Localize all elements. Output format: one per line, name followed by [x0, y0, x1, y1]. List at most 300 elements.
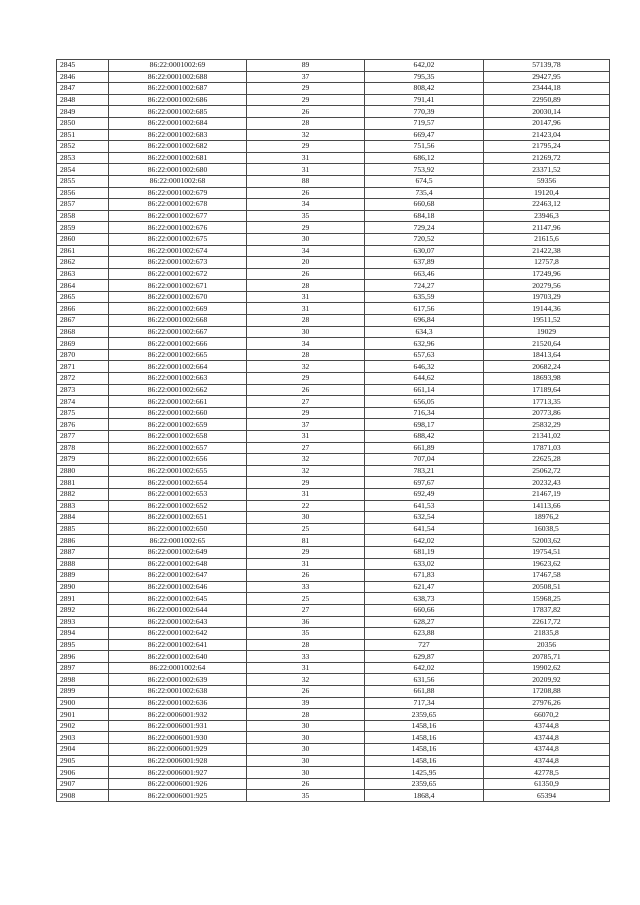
amount-cell: 22950,89: [484, 94, 610, 106]
amount-cell: 23444,18: [484, 83, 610, 95]
quantity-cell: 32: [247, 465, 365, 477]
amount-cell: 22625,28: [484, 454, 610, 466]
table-row: [57, 187, 610, 199]
row-number-cell: 2854: [57, 164, 109, 176]
cadastral-number-cell: 86:22:0001002:675: [109, 233, 247, 245]
cadastral-number-cell: 86:22:0006001:930: [109, 732, 247, 744]
table-row: [57, 488, 610, 500]
row-number-cell: 2880: [57, 465, 109, 477]
amount-cell: 23946,3: [484, 210, 610, 222]
table-row: [57, 767, 610, 779]
cadastral-number-cell: 86:22:0001002:669: [109, 303, 247, 315]
rate-cell: 720,52: [365, 233, 484, 245]
cadastral-number-cell: 86:22:0006001:931: [109, 720, 247, 732]
table-row: [57, 465, 610, 477]
cadastral-number-cell: 86:22:0006001:929: [109, 744, 247, 756]
quantity-cell: 30: [247, 512, 365, 524]
cadastral-number-cell: 86:22:0001002:679: [109, 187, 247, 199]
rate-cell: 719,57: [365, 117, 484, 129]
quantity-cell: 26: [247, 686, 365, 698]
cadastral-number-cell: 86:22:0001002:643: [109, 616, 247, 628]
rate-cell: 729,24: [365, 222, 484, 234]
table-row: [57, 720, 610, 732]
quantity-cell: 28: [247, 117, 365, 129]
row-number-cell: 2866: [57, 303, 109, 315]
amount-cell: 20785,71: [484, 651, 610, 663]
rate-cell: 642,02: [365, 662, 484, 674]
row-number-cell: 2904: [57, 744, 109, 756]
rate-cell: 641,53: [365, 500, 484, 512]
rate-cell: 716,34: [365, 407, 484, 419]
amount-cell: 59356: [484, 175, 610, 187]
table-row: [57, 199, 610, 211]
cadastral-number-cell: 86:22:0001002:646: [109, 581, 247, 593]
quantity-cell: 32: [247, 674, 365, 686]
cadastral-number-cell: 86:22:0001002:672: [109, 268, 247, 280]
row-number-cell: 2875: [57, 407, 109, 419]
cadastral-number-cell: 86:22:0001002:657: [109, 442, 247, 454]
quantity-cell: 37: [247, 71, 365, 83]
amount-cell: 21423,04: [484, 129, 610, 141]
rate-cell: 663,46: [365, 268, 484, 280]
row-number-cell: 2888: [57, 558, 109, 570]
table-row: [57, 83, 610, 95]
amount-cell: 43744,8: [484, 732, 610, 744]
quantity-cell: 27: [247, 396, 365, 408]
amount-cell: 20209,92: [484, 674, 610, 686]
amount-cell: 20356: [484, 639, 610, 651]
quantity-cell: 32: [247, 129, 365, 141]
table-row: [57, 210, 610, 222]
quantity-cell: 35: [247, 628, 365, 640]
rate-cell: 808,42: [365, 83, 484, 95]
row-number-cell: 2864: [57, 280, 109, 292]
quantity-cell: 28: [247, 315, 365, 327]
rate-cell: 623,88: [365, 628, 484, 640]
amount-cell: 17189,64: [484, 384, 610, 396]
row-number-cell: 2897: [57, 662, 109, 674]
rate-cell: 717,34: [365, 697, 484, 709]
table-row: [57, 593, 610, 605]
rate-cell: 1458,16: [365, 755, 484, 767]
table-row: [57, 222, 610, 234]
row-number-cell: 2886: [57, 535, 109, 547]
table-row: [57, 407, 610, 419]
row-number-cell: 2874: [57, 396, 109, 408]
rate-cell: 770,39: [365, 106, 484, 118]
quantity-cell: 36: [247, 616, 365, 628]
table-row: [57, 558, 610, 570]
row-number-cell: 2850: [57, 117, 109, 129]
amount-cell: 21341,02: [484, 431, 610, 443]
table-row: [57, 535, 610, 547]
row-number-cell: 2846: [57, 71, 109, 83]
quantity-cell: 28: [247, 280, 365, 292]
amount-cell: 20147,96: [484, 117, 610, 129]
cadastral-number-cell: 86:22:0001002:647: [109, 570, 247, 582]
table-row: [57, 141, 610, 153]
table-row: [57, 175, 610, 187]
rate-cell: 707,04: [365, 454, 484, 466]
quantity-cell: 27: [247, 442, 365, 454]
amount-cell: 21520,64: [484, 338, 610, 350]
row-number-cell: 2847: [57, 83, 109, 95]
row-number-cell: 2879: [57, 454, 109, 466]
amount-cell: 25832,29: [484, 419, 610, 431]
table-row: [57, 303, 610, 315]
row-number-cell: 2853: [57, 152, 109, 164]
cadastral-number-cell: 86:22:0001002:667: [109, 326, 247, 338]
amount-cell: 16038,5: [484, 523, 610, 535]
rate-cell: 671,83: [365, 570, 484, 582]
quantity-cell: 28: [247, 639, 365, 651]
table-row: [57, 778, 610, 790]
rate-cell: 630,07: [365, 245, 484, 257]
table-row: [57, 326, 610, 338]
row-number-cell: 2887: [57, 546, 109, 558]
table-row: [57, 442, 610, 454]
row-number-cell: 2852: [57, 141, 109, 153]
amount-cell: 14113,66: [484, 500, 610, 512]
amount-cell: 20508,51: [484, 581, 610, 593]
amount-cell: 61350,9: [484, 778, 610, 790]
cadastral-number-cell: 86:22:0001002:684: [109, 117, 247, 129]
table-row: [57, 662, 610, 674]
table-row: [57, 291, 610, 303]
quantity-cell: 88: [247, 175, 365, 187]
table-row: [57, 117, 610, 129]
table-row: [57, 674, 610, 686]
amount-cell: 52003,62: [484, 535, 610, 547]
rate-cell: 642,02: [365, 535, 484, 547]
quantity-cell: 29: [247, 94, 365, 106]
quantity-cell: 30: [247, 720, 365, 732]
table-row: [57, 396, 610, 408]
cadastral-number-cell: 86:22:0001002:655: [109, 465, 247, 477]
amount-cell: 25062,72: [484, 465, 610, 477]
cadastral-number-cell: 86:22:0001002:663: [109, 373, 247, 385]
row-number-cell: 2855: [57, 175, 109, 187]
row-number-cell: 2891: [57, 593, 109, 605]
row-number-cell: 2885: [57, 523, 109, 535]
row-number-cell: 2859: [57, 222, 109, 234]
quantity-cell: 25: [247, 593, 365, 605]
table-row: [57, 697, 610, 709]
rate-cell: 1458,16: [365, 720, 484, 732]
cadastral-number-cell: 86:22:0001002:656: [109, 454, 247, 466]
rate-cell: 669,47: [365, 129, 484, 141]
amount-cell: 19144,36: [484, 303, 610, 315]
row-number-cell: 2905: [57, 755, 109, 767]
table-row: [57, 686, 610, 698]
cadastral-number-cell: 86:22:0001002:664: [109, 361, 247, 373]
amount-cell: 65394: [484, 790, 610, 802]
table-row: [57, 616, 610, 628]
rate-cell: 634,3: [365, 326, 484, 338]
rate-cell: 646,32: [365, 361, 484, 373]
quantity-cell: 25: [247, 523, 365, 535]
row-number-cell: 2849: [57, 106, 109, 118]
row-number-cell: 2871: [57, 361, 109, 373]
cadastral-number-cell: 86:22:0001002:660: [109, 407, 247, 419]
row-number-cell: 2873: [57, 384, 109, 396]
rate-cell: 642,02: [365, 60, 484, 72]
amount-cell: 20773,86: [484, 407, 610, 419]
rate-cell: 638,73: [365, 593, 484, 605]
rate-cell: 621,47: [365, 581, 484, 593]
amount-cell: 15968,25: [484, 593, 610, 605]
table-row: [57, 94, 610, 106]
quantity-cell: 34: [247, 199, 365, 211]
row-number-cell: 2851: [57, 129, 109, 141]
amount-cell: 21147,96: [484, 222, 610, 234]
row-number-cell: 2884: [57, 512, 109, 524]
quantity-cell: 22: [247, 500, 365, 512]
quantity-cell: 29: [247, 222, 365, 234]
quantity-cell: 30: [247, 767, 365, 779]
quantity-cell: 31: [247, 558, 365, 570]
quantity-cell: 26: [247, 106, 365, 118]
quantity-cell: 28: [247, 709, 365, 721]
table-row: [57, 245, 610, 257]
quantity-cell: 26: [247, 268, 365, 280]
amount-cell: 43744,8: [484, 720, 610, 732]
amount-cell: 19511,52: [484, 315, 610, 327]
cadastral-number-cell: 86:22:0001002:636: [109, 697, 247, 709]
cadastral-number-cell: 86:22:0001002:650: [109, 523, 247, 535]
row-number-cell: 2861: [57, 245, 109, 257]
amount-cell: 42778,5: [484, 767, 610, 779]
quantity-cell: 29: [247, 373, 365, 385]
row-number-cell: 2895: [57, 639, 109, 651]
row-number-cell: 2890: [57, 581, 109, 593]
amount-cell: 20030,14: [484, 106, 610, 118]
row-number-cell: 2857: [57, 199, 109, 211]
table-row: [57, 500, 610, 512]
row-number-cell: 2862: [57, 257, 109, 269]
cadastral-number-cell: 86:22:0001002:644: [109, 604, 247, 616]
amount-cell: 27976,26: [484, 697, 610, 709]
table-row: [57, 373, 610, 385]
quantity-cell: 30: [247, 732, 365, 744]
amount-cell: 19029: [484, 326, 610, 338]
row-number-cell: 2889: [57, 570, 109, 582]
cadastral-number-cell: 86:22:0001002:69: [109, 60, 247, 72]
quantity-cell: 29: [247, 407, 365, 419]
amount-cell: 17871,03: [484, 442, 610, 454]
amount-cell: 21615,6: [484, 233, 610, 245]
row-number-cell: 2883: [57, 500, 109, 512]
quantity-cell: 29: [247, 477, 365, 489]
row-number-cell: 2898: [57, 674, 109, 686]
amount-cell: 19902,62: [484, 662, 610, 674]
quantity-cell: 31: [247, 291, 365, 303]
amount-cell: 66070,2: [484, 709, 610, 721]
quantity-cell: 34: [247, 338, 365, 350]
rate-cell: 783,21: [365, 465, 484, 477]
table-row: [57, 709, 610, 721]
row-number-cell: 2900: [57, 697, 109, 709]
rate-cell: 660,66: [365, 604, 484, 616]
cadastral-number-cell: 86:22:0006001:932: [109, 709, 247, 721]
table-row: [57, 546, 610, 558]
amount-cell: 43744,8: [484, 744, 610, 756]
rate-cell: 735,4: [365, 187, 484, 199]
rate-cell: 697,67: [365, 477, 484, 489]
row-number-cell: 2876: [57, 419, 109, 431]
cadastral-number-cell: 86:22:0001002:666: [109, 338, 247, 350]
cadastral-number-cell: 86:22:0001002:682: [109, 141, 247, 153]
table-row: [57, 257, 610, 269]
row-number-cell: 2906: [57, 767, 109, 779]
table-row: [57, 639, 610, 651]
quantity-cell: 31: [247, 662, 365, 674]
row-number-cell: 2878: [57, 442, 109, 454]
cadastral-number-cell: 86:22:0006001:928: [109, 755, 247, 767]
quantity-cell: 30: [247, 744, 365, 756]
row-number-cell: 2899: [57, 686, 109, 698]
rate-cell: 641,54: [365, 523, 484, 535]
rate-cell: 656,05: [365, 396, 484, 408]
amount-cell: 20279,56: [484, 280, 610, 292]
rate-cell: 1868,4: [365, 790, 484, 802]
table-row: [57, 755, 610, 767]
row-number-cell: 2867: [57, 315, 109, 327]
amount-cell: 23371,52: [484, 164, 610, 176]
row-number-cell: 2860: [57, 233, 109, 245]
amount-cell: 21422,38: [484, 245, 610, 257]
amount-cell: 19754,51: [484, 546, 610, 558]
row-number-cell: 2865: [57, 291, 109, 303]
row-number-cell: 2877: [57, 431, 109, 443]
cadastral-number-cell: 86:22:0006001:926: [109, 778, 247, 790]
rate-cell: 696,84: [365, 315, 484, 327]
row-number-cell: 2882: [57, 488, 109, 500]
amount-cell: 18976,2: [484, 512, 610, 524]
cadastral-number-cell: 86:22:0001002:65: [109, 535, 247, 547]
amount-cell: 17837,82: [484, 604, 610, 616]
amount-cell: 57139,78: [484, 60, 610, 72]
table-row: [57, 349, 610, 361]
quantity-cell: 39: [247, 697, 365, 709]
row-number-cell: 2896: [57, 651, 109, 663]
cadastral-number-cell: 86:22:0001002:673: [109, 257, 247, 269]
cadastral-number-cell: 86:22:0001002:683: [109, 129, 247, 141]
cadastral-number-cell: 86:22:0001002:687: [109, 83, 247, 95]
cadastral-number-cell: 86:22:0001002:68: [109, 175, 247, 187]
cadastral-number-cell: 86:22:0001002:658: [109, 431, 247, 443]
cadastral-number-cell: 86:22:0001002:671: [109, 280, 247, 292]
amount-cell: 19703,29: [484, 291, 610, 303]
rate-cell: 661,88: [365, 686, 484, 698]
table-row: [57, 628, 610, 640]
amount-cell: 20232,43: [484, 477, 610, 489]
rate-cell: 684,18: [365, 210, 484, 222]
table-body: [57, 60, 610, 802]
row-number-cell: 2856: [57, 187, 109, 199]
quantity-cell: 30: [247, 326, 365, 338]
quantity-cell: 30: [247, 233, 365, 245]
table-row: [57, 384, 610, 396]
amount-cell: 21835,8: [484, 628, 610, 640]
cadastral-number-cell: 86:22:0001002:649: [109, 546, 247, 558]
table-row: [57, 71, 610, 83]
cadastral-number-cell: 86:22:0001002:640: [109, 651, 247, 663]
quantity-cell: 26: [247, 187, 365, 199]
rate-cell: 753,92: [365, 164, 484, 176]
rate-cell: 692,49: [365, 488, 484, 500]
row-number-cell: 2869: [57, 338, 109, 350]
quantity-cell: 30: [247, 755, 365, 767]
rate-cell: 632,54: [365, 512, 484, 524]
table-row: [57, 315, 610, 327]
row-number-cell: 2907: [57, 778, 109, 790]
amount-cell: 19120,4: [484, 187, 610, 199]
rate-cell: 698,17: [365, 419, 484, 431]
table-row: [57, 419, 610, 431]
rate-cell: 681,19: [365, 546, 484, 558]
table-row: [57, 233, 610, 245]
rate-cell: 1425,95: [365, 767, 484, 779]
table-row: [57, 152, 610, 164]
row-number-cell: 2868: [57, 326, 109, 338]
row-number-cell: 2894: [57, 628, 109, 640]
rate-cell: 644,62: [365, 373, 484, 385]
cadastral-number-cell: 86:22:0001002:678: [109, 199, 247, 211]
table-row: [57, 280, 610, 292]
rate-cell: 628,27: [365, 616, 484, 628]
row-number-cell: 2848: [57, 94, 109, 106]
rate-cell: 631,56: [365, 674, 484, 686]
amount-cell: 43744,8: [484, 755, 610, 767]
row-number-cell: 2845: [57, 60, 109, 72]
cadastral-number-cell: 86:22:0001002:638: [109, 686, 247, 698]
rate-cell: 688,42: [365, 431, 484, 443]
quantity-cell: 26: [247, 384, 365, 396]
amount-cell: 12757,8: [484, 257, 610, 269]
row-number-cell: 2858: [57, 210, 109, 222]
rate-cell: 657,63: [365, 349, 484, 361]
rate-cell: 1458,16: [365, 732, 484, 744]
rate-cell: 795,35: [365, 71, 484, 83]
quantity-cell: 34: [247, 245, 365, 257]
row-number-cell: 2903: [57, 732, 109, 744]
rate-cell: 617,56: [365, 303, 484, 315]
rate-cell: 1458,16: [365, 744, 484, 756]
rate-cell: 637,89: [365, 257, 484, 269]
table-row: [57, 454, 610, 466]
cadastral-number-cell: 86:22:0001002:651: [109, 512, 247, 524]
amount-cell: 21467,19: [484, 488, 610, 500]
quantity-cell: 35: [247, 210, 365, 222]
table-row: [57, 129, 610, 141]
quantity-cell: 26: [247, 778, 365, 790]
table-row: [57, 512, 610, 524]
table-row: [57, 338, 610, 350]
amount-cell: 22463,12: [484, 199, 610, 211]
rate-cell: 686,12: [365, 152, 484, 164]
cadastral-number-cell: 86:22:0001002:661: [109, 396, 247, 408]
rate-cell: 633,02: [365, 558, 484, 570]
amount-cell: 17249,96: [484, 268, 610, 280]
rate-cell: 724,27: [365, 280, 484, 292]
cadastral-number-cell: 86:22:0001002:674: [109, 245, 247, 257]
quantity-cell: 31: [247, 431, 365, 443]
cadastral-number-cell: 86:22:0001002:681: [109, 152, 247, 164]
cadastral-number-cell: 86:22:0001002:64: [109, 662, 247, 674]
quantity-cell: 29: [247, 83, 365, 95]
cadastral-number-cell: 86:22:0001002:676: [109, 222, 247, 234]
